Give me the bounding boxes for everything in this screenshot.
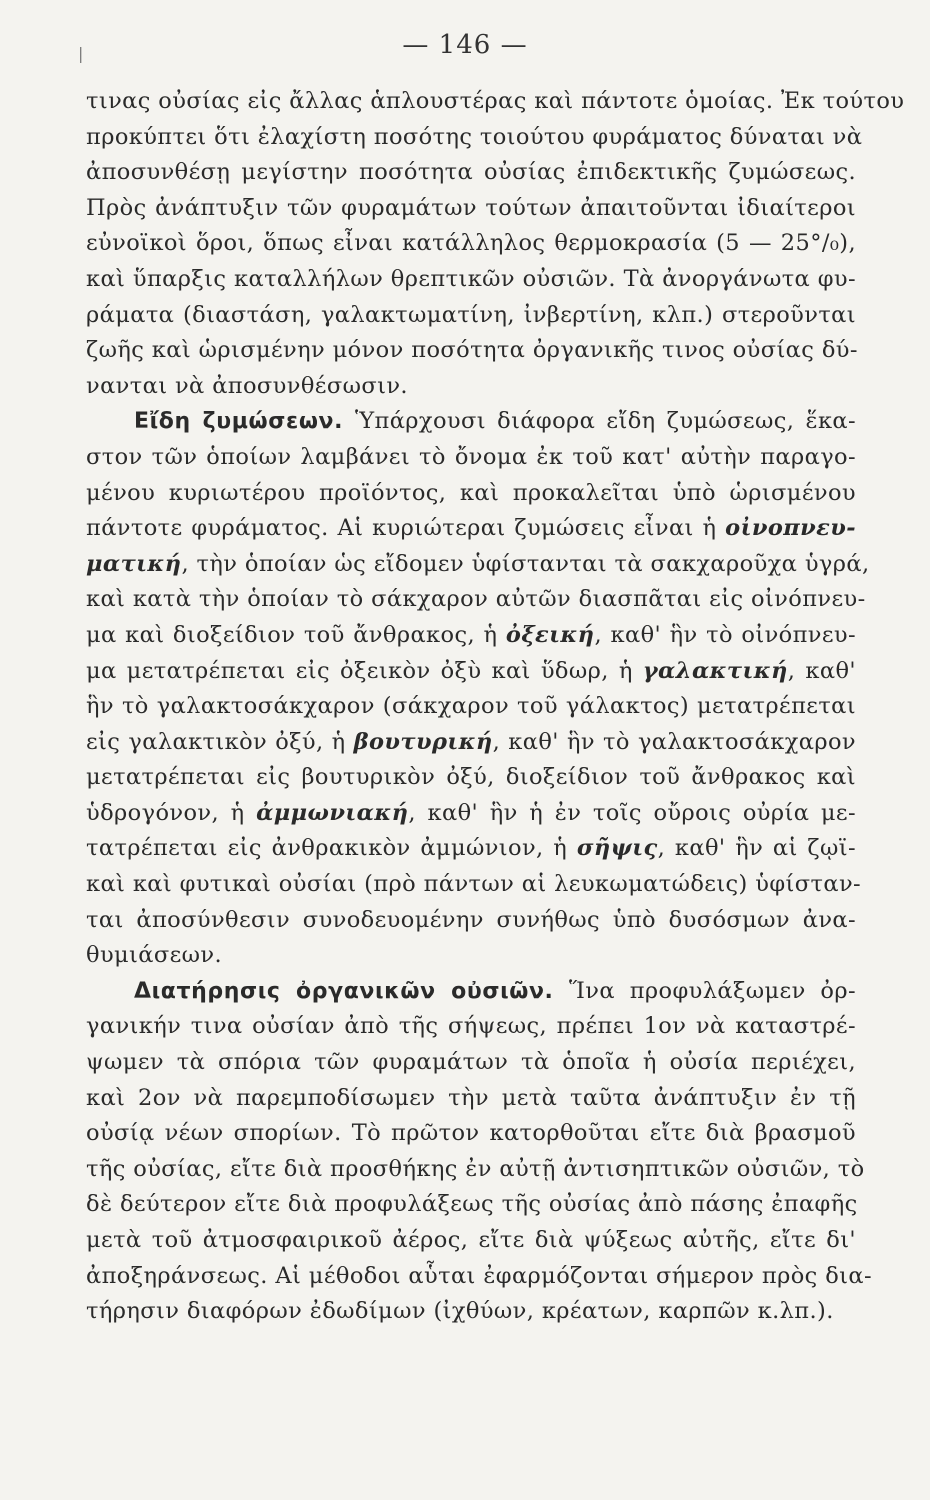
text-line: τήρησιν διαφόρων ἐδωδίμων (ἰχθύων, κρέατων, καρπῶν κ.λπ.). xyxy=(86,1298,834,1325)
text-line: εἰς γαλακτικὸν ὀξύ, ἡ βουτυρική, καθ' ἣν τὸ γαλακτοσάκχαρον xyxy=(86,728,856,755)
text-line: γανικήν τινα οὐσίαν ἀπὸ τῆς σήψεως, πρέπει 1ον νὰ καταστρέ- xyxy=(86,1013,856,1040)
text-line: ται ἀποσύνθεσιν συνοδευομένην συνήθως ὑπὸ δυσόσμων ἀνα- xyxy=(86,906,856,933)
emphasis-term: οἰνοπνευ- xyxy=(725,515,856,542)
emphasis-term: σῆψις xyxy=(576,835,658,862)
text-line: στον τῶν ὁποίων λαμβάνει τὸ ὄνομα ἐκ τοῦ κατ' αὐτὴν παραγο- xyxy=(86,443,856,470)
text-line: καὶ 2ον νὰ παρεμποδίσωμεν τὴν μετὰ ταῦτα ἀνάπτυξιν ἐν τῇ xyxy=(86,1084,856,1111)
text-line: ἀποξηράνσεως. Αἱ μέθοδοι αὗται ἐφαρμόζονται σήμερον πρὸς δια- xyxy=(86,1262,872,1289)
text-line: μετὰ τοῦ ἀτμοσφαιρικοῦ ἀέρος, εἴτε διὰ ψύξεως αὐτῆς, εἴτε δι' xyxy=(86,1227,856,1253)
emphasis-term: ὀξεική xyxy=(505,621,595,648)
margin-mark: | xyxy=(78,44,84,63)
section-heading-fermentation-types: Εἴδη ζυμώσεων. xyxy=(134,409,355,435)
body-text xyxy=(86,84,905,1330)
section-line: Διατήρησις ὀργανικῶν οὐσιῶν. Ἵνα προφυλάξωμεν ὀρ- xyxy=(134,977,856,1004)
text-line: ἣν τὸ γαλακτοσάκχαρον (σάκχαρον τοῦ γάλακτος) μετατρέπεται xyxy=(86,693,856,720)
text-line: μετατρέπεται εἰς βουτυρικὸν ὀξύ, διοξείδιον τοῦ ἄνθρακος καὶ xyxy=(86,764,856,791)
emphasis-term: ματική xyxy=(86,550,182,577)
text-line: καὶ κατὰ τὴν ὁποίαν τὸ σάκχαρον αὐτῶν διασπᾶται εἰς οἰνόπνευ- xyxy=(86,586,866,613)
text-line: τινας οὐσίας εἰς ἄλλας ἁπλουστέρας καὶ πάντοτε ὁμοίας. Ἐκ τούτου xyxy=(86,88,905,114)
text-line: δὲ δεύτερον εἴτε διὰ προφυλάξεως τῆς οὐσίας ἀπὸ πάσης ἐπαφῆς xyxy=(86,1191,858,1218)
text-line: μένου κυριωτέρου προϊόντος, καὶ προκαλεῖται ὑπὸ ὡρισμένου xyxy=(86,479,856,506)
text-line: νανται νὰ ἀποσυνθέσωσιν. xyxy=(86,372,408,399)
text-line: πάντοτε φυράματος. Αἱ κυριώτεραι ζυμώσεις εἶναι ἡ οἰνοπνευ- xyxy=(86,515,856,542)
text-line: καὶ καὶ φυτικαὶ οὐσίαι (πρὸ πάντων αἱ λευκωματώδεις) ὑφίσταν- xyxy=(86,871,862,898)
section-line: Εἴδη ζυμώσεων. Ὑπάρχουσι διάφορα εἴδη ζυμώσεως, ἕκα- xyxy=(134,408,857,435)
text-line: ψωμεν τὰ σπόρια τῶν φυραμάτων τὰ ὁποῖα ἡ οὐσία περιέχει, xyxy=(86,1049,856,1076)
page-number: — 146 — xyxy=(402,30,528,60)
section-heading-preservation: Διατήρησις ὀργανικῶν οὐσιῶν. xyxy=(134,978,569,1004)
text-line: θυμιάσεων. xyxy=(86,942,223,969)
text-line: εὐνοϊκοὶ ὅροι, ὅπως εἶναι κατάλληλος θερμοκρασία (5 — 25°/₀), xyxy=(86,230,856,257)
emphasis-term: γαλακτική xyxy=(642,657,788,684)
emphasis-term: ἀμμωνιακή xyxy=(256,799,409,826)
text-line: καὶ ὕπαρξις καταλλήλων θρεπτικῶν οὐσιῶν. Τὰ ἀνοργάνωτα φυ- xyxy=(86,265,856,292)
text-line: ράματα (διαστάση, γαλακτωματίνη, ἰνβερτίνη, κλπ.) στεροῦνται xyxy=(86,301,856,328)
text-line: οὐσίᾳ νέων σπορίων. Τὸ πρῶτον κατορθοῦται εἴτε διὰ βρασμοῦ xyxy=(86,1120,856,1147)
text-line: ὑδρογόνον, ἡ ἀμμωνιακή, καθ' ἣν ἡ ἐν τοῖς οὔροις οὐρία με- xyxy=(86,799,856,826)
text-line: τῆς οὐσίας, εἴτε διὰ προσθήκης ἐν αὐτῇ ἀντισηπτικῶν οὐσιῶν, τὸ xyxy=(86,1155,865,1182)
text-line: ἀποσυνθέσῃ μεγίστην ποσότητα οὐσίας ἐπιδεκτικῆς ζυμώσεως. xyxy=(86,159,856,186)
text-line: μα καὶ διοξείδιον τοῦ ἄνθρακος, ἡ ὀξεική, καθ' ἣν τὸ οἰνόπνευ- xyxy=(86,621,856,648)
text-line: προκύπτει ὅτι ἐλαχίστη ποσότης τοιούτου φυράματος δύναται νὰ xyxy=(86,123,863,150)
text-line: ζωῆς καὶ ὡρισμένην μόνον ποσότητα ὀργανικῆς τινος οὐσίας δύ- xyxy=(86,337,858,364)
emphasis-term: βουτυρική xyxy=(353,728,493,755)
text-line: ματική, τὴν ὁποίαν ὡς εἴδομεν ὑφίστανται τὰ σακχαροῦχα ὑγρά, xyxy=(86,550,870,577)
text-line: τατρέπεται εἰς ἀνθρακικὸν ἀμμώνιον, ἡ σῆψις, καθ' ἣν αἱ ζῳϊ- xyxy=(86,835,856,862)
text-line: μα μετατρέπεται εἰς ὀξεικὸν ὀξὺ καὶ ὕδωρ, ἡ γαλακτική, καθ' xyxy=(86,657,856,684)
text-line: Πρὸς ἀνάπτυξιν τῶν φυραμάτων τούτων ἀπαιτοῦνται ἰδιαίτεροι xyxy=(86,194,856,221)
